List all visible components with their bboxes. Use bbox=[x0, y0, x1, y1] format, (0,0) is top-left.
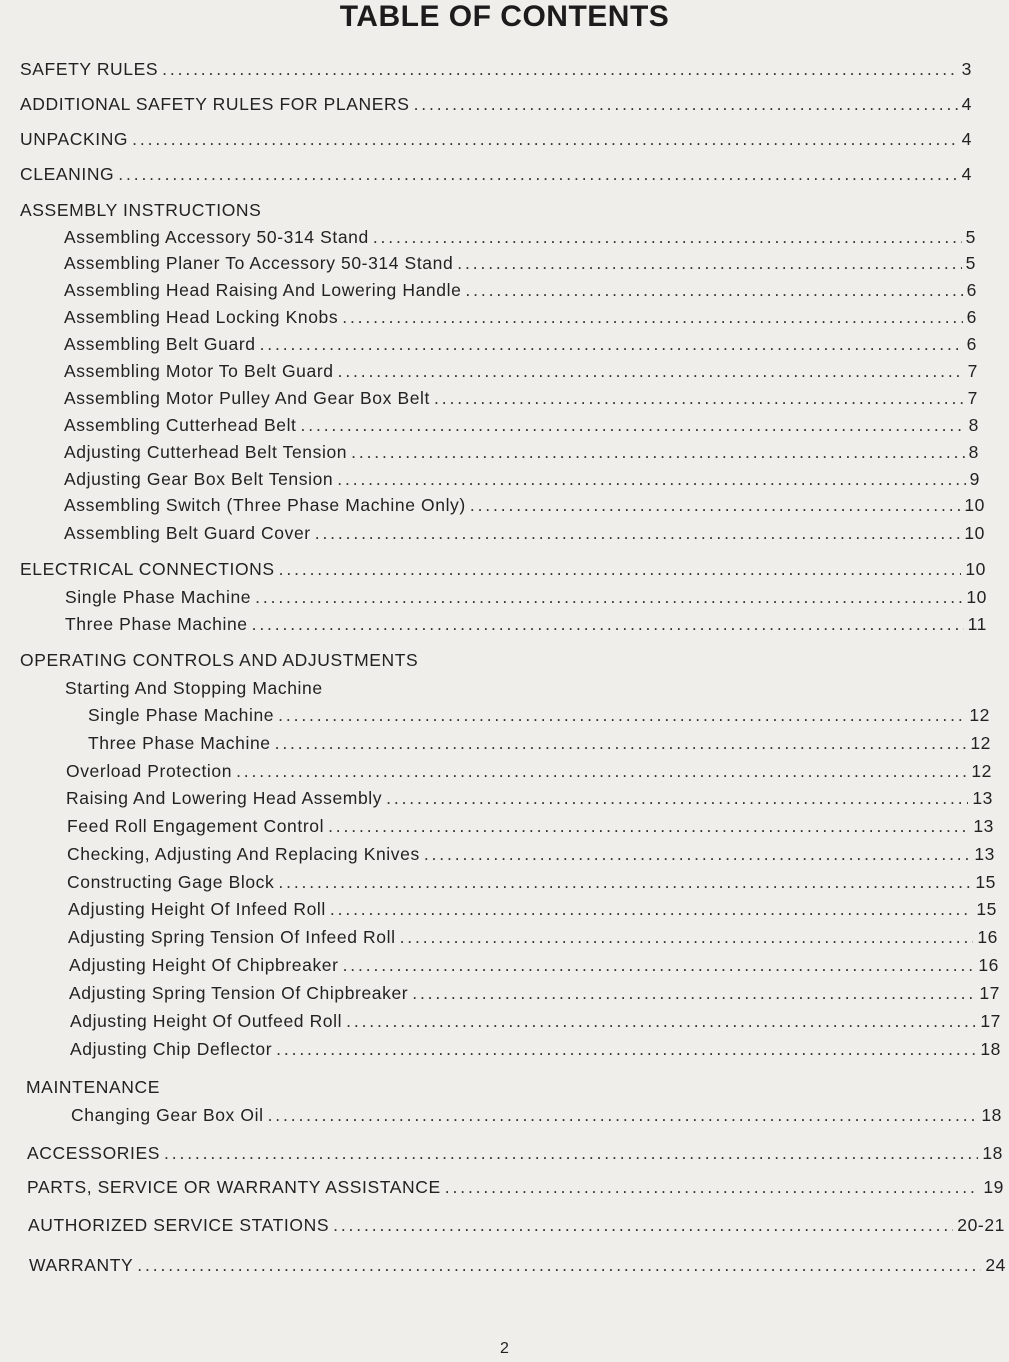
toc-entry[interactable] bbox=[68, 926, 998, 948]
toc-entry-page: 18 bbox=[981, 1105, 1002, 1125]
toc-entry-label: Adjusting Height Of Infeed Roll bbox=[68, 899, 326, 919]
toc-entry-label: Adjusting Spring Tension Of Infeed Roll bbox=[68, 927, 396, 947]
dot-leader bbox=[330, 898, 972, 920]
toc-entry-label: OPERATING CONTROLS AND ADJUSTMENTS bbox=[20, 650, 419, 670]
toc-entry[interactable] bbox=[20, 93, 972, 115]
toc-entry[interactable] bbox=[64, 494, 985, 516]
toc-entry-page: 18 bbox=[980, 1039, 1001, 1059]
toc-entry-label: Overload Protection bbox=[66, 761, 233, 781]
toc-entry[interactable] bbox=[20, 558, 986, 580]
dot-leader bbox=[414, 93, 958, 115]
dot-leader bbox=[118, 163, 957, 185]
dot-leader bbox=[278, 704, 965, 726]
toc-entry-page: 10 bbox=[965, 559, 986, 579]
toc-subsection-heading[interactable] bbox=[65, 677, 987, 699]
toc-entry[interactable] bbox=[20, 128, 972, 150]
toc-entry-label: UNPACKING bbox=[20, 129, 129, 149]
toc-entry[interactable] bbox=[70, 1010, 1001, 1032]
dot-leader bbox=[275, 732, 967, 754]
toc-entry[interactable] bbox=[27, 1176, 1004, 1198]
toc-entry-label: Assembling Head Raising And Lowering Handle bbox=[64, 280, 462, 300]
toc-entry-label: ELECTRICAL CONNECTIONS bbox=[20, 559, 275, 579]
toc-entry-page: 4 bbox=[961, 94, 972, 114]
toc-entry[interactable] bbox=[67, 843, 995, 865]
toc-section-heading[interactable] bbox=[26, 1076, 1001, 1098]
toc-entry[interactable] bbox=[65, 586, 987, 608]
dot-leader bbox=[268, 1104, 978, 1126]
toc-entry[interactable] bbox=[67, 871, 996, 893]
toc-entry-page: 13 bbox=[972, 788, 993, 808]
toc-entry-label: Assembling Motor To Belt Guard bbox=[64, 361, 334, 381]
dot-leader bbox=[333, 1214, 953, 1236]
dot-leader bbox=[373, 226, 962, 248]
toc-entry-page: 17 bbox=[979, 983, 1000, 1003]
toc-entry-page: 6 bbox=[966, 334, 977, 354]
toc-entry[interactable] bbox=[64, 522, 985, 544]
dot-leader bbox=[132, 128, 958, 150]
toc-entry-label: Constructing Gage Block bbox=[67, 872, 275, 892]
toc-entry-page: 12 bbox=[970, 733, 991, 753]
toc-entry-page: 4 bbox=[961, 164, 972, 184]
toc-entry-label: Assembling Belt Guard bbox=[64, 334, 256, 354]
dot-leader bbox=[338, 360, 964, 382]
toc-entry-label: PARTS, SERVICE OR WARRANTY ASSISTANCE bbox=[27, 1177, 441, 1197]
toc-entry-label: Assembling Belt Guard Cover bbox=[64, 523, 311, 543]
toc-entry[interactable] bbox=[64, 387, 978, 409]
toc-entry[interactable] bbox=[69, 954, 999, 976]
toc-section-heading[interactable] bbox=[20, 649, 986, 671]
toc-entry-page: 15 bbox=[975, 872, 996, 892]
toc-entry[interactable] bbox=[64, 279, 977, 301]
toc-entry-label: Adjusting Chip Deflector bbox=[70, 1039, 273, 1059]
toc-entry-page: 18 bbox=[982, 1143, 1003, 1163]
toc-entry-page: 4 bbox=[961, 129, 972, 149]
toc-entry-label: Adjusting Height Of Outfeed Roll bbox=[70, 1011, 343, 1031]
toc-entry[interactable] bbox=[64, 360, 978, 382]
toc-entry-label: Adjusting Cutterhead Belt Tension bbox=[64, 442, 348, 462]
dot-leader bbox=[162, 58, 957, 80]
toc-entry-page: 10 bbox=[966, 587, 987, 607]
toc-entry-label: Adjusting Gear Box Belt Tension bbox=[64, 469, 334, 489]
dot-leader bbox=[279, 558, 962, 580]
toc-entry[interactable] bbox=[65, 613, 987, 635]
toc-entry[interactable] bbox=[64, 226, 976, 248]
dot-leader bbox=[252, 613, 964, 635]
toc-entry-page: 5 bbox=[965, 253, 976, 273]
toc-entry-page: 13 bbox=[974, 844, 995, 864]
toc-entry-label: ADDITIONAL SAFETY RULES FOR PLANERS bbox=[20, 94, 410, 114]
toc-entry-page: 5 bbox=[965, 227, 976, 247]
dot-leader bbox=[337, 468, 965, 490]
dot-leader bbox=[276, 1038, 976, 1060]
toc-entry-page: 16 bbox=[978, 955, 999, 975]
dot-leader bbox=[137, 1254, 981, 1276]
toc-entry[interactable] bbox=[88, 732, 991, 754]
toc-entry-label: Assembling Head Locking Knobs bbox=[64, 307, 339, 327]
toc-entry-label: Adjusting Height Of Chipbreaker bbox=[69, 955, 339, 975]
toc-entry-page: 20-21 bbox=[957, 1215, 1005, 1235]
toc-entry[interactable] bbox=[64, 333, 977, 355]
dot-leader bbox=[164, 1142, 978, 1164]
toc-entry-label: AUTHORIZED SERVICE STATIONS bbox=[28, 1215, 330, 1235]
toc-entry[interactable] bbox=[64, 468, 980, 490]
toc-entry-page: 12 bbox=[971, 761, 992, 781]
page-number: 2 bbox=[500, 1340, 509, 1357]
toc-entry-page: 19 bbox=[983, 1177, 1004, 1197]
toc-entry[interactable] bbox=[69, 982, 1000, 1004]
toc-entry-label: Three Phase Machine bbox=[88, 733, 271, 753]
toc-entry-page: 9 bbox=[969, 469, 980, 489]
dot-leader bbox=[255, 586, 962, 608]
dot-leader bbox=[260, 333, 963, 355]
toc-entry[interactable] bbox=[64, 414, 979, 436]
toc-entry-label: Starting And Stopping Machine bbox=[65, 678, 323, 698]
dot-leader bbox=[386, 787, 968, 809]
dot-leader bbox=[457, 252, 961, 274]
toc-entry-page: 15 bbox=[976, 899, 997, 919]
toc-entry-label: SAFETY RULES bbox=[20, 59, 159, 79]
toc-entry-label: Feed Roll Engagement Control bbox=[67, 816, 325, 836]
toc-entry-page: 13 bbox=[973, 816, 994, 836]
toc-entry-page: 8 bbox=[968, 415, 979, 435]
dot-leader bbox=[343, 954, 975, 976]
toc-entry-label: Assembling Planer To Accessory 50-314 Stand bbox=[64, 253, 454, 273]
dot-leader bbox=[342, 306, 962, 328]
toc-entry-page: 11 bbox=[967, 614, 987, 634]
toc-entry[interactable] bbox=[28, 1214, 1005, 1236]
dot-leader bbox=[470, 494, 960, 516]
dot-leader bbox=[346, 1010, 976, 1032]
toc-entry-label: Assembling Accessory 50-314 Stand bbox=[64, 227, 369, 247]
toc-entry[interactable] bbox=[66, 787, 993, 809]
dot-leader bbox=[328, 815, 969, 837]
toc-entry-page: 7 bbox=[967, 361, 978, 381]
toc-entry[interactable] bbox=[66, 760, 992, 782]
toc-entry[interactable] bbox=[71, 1104, 1002, 1126]
dot-leader bbox=[400, 926, 974, 948]
toc-entry[interactable] bbox=[64, 252, 976, 274]
toc-entry[interactable] bbox=[64, 441, 979, 463]
toc-entry[interactable] bbox=[70, 1038, 1001, 1060]
dot-leader bbox=[465, 279, 962, 301]
toc-entry-page: 10 bbox=[964, 495, 985, 515]
dot-leader bbox=[434, 387, 964, 409]
toc-entry-label: ASSEMBLY INSTRUCTIONS bbox=[20, 200, 262, 220]
toc-entry-page: 24 bbox=[985, 1255, 1006, 1275]
toc-entry-page: 8 bbox=[968, 442, 979, 462]
dot-leader bbox=[351, 441, 965, 463]
toc-entry-label: Changing Gear Box Oil bbox=[71, 1105, 264, 1125]
toc-entry-page: 12 bbox=[969, 705, 990, 725]
toc-entry[interactable] bbox=[67, 815, 994, 837]
toc-entry[interactable] bbox=[68, 898, 997, 920]
toc-entry-label: Assembling Cutterhead Belt bbox=[64, 415, 297, 435]
toc-entry-page: 3 bbox=[961, 59, 972, 79]
toc-entry[interactable] bbox=[64, 306, 977, 328]
toc-entry-label: CLEANING bbox=[20, 164, 115, 184]
toc-entry[interactable] bbox=[20, 163, 972, 185]
toc-entry-label: Adjusting Spring Tension Of Chipbreaker bbox=[69, 983, 409, 1003]
toc-entry-label: Three Phase Machine bbox=[65, 614, 248, 634]
page-title: TABLE OF CONTENTS bbox=[339, 0, 670, 33]
dot-leader bbox=[301, 414, 965, 436]
toc-entry-page: 17 bbox=[980, 1011, 1001, 1031]
toc-entry[interactable] bbox=[27, 1142, 1003, 1164]
toc-entry-label: Raising And Lowering Head Assembly bbox=[66, 788, 383, 808]
toc-entry-page: 6 bbox=[966, 307, 977, 327]
dot-leader bbox=[424, 843, 971, 865]
dot-leader bbox=[236, 760, 967, 782]
toc-entry-label: Single Phase Machine bbox=[65, 587, 252, 607]
dot-leader bbox=[278, 871, 971, 893]
toc-entry[interactable] bbox=[88, 704, 990, 726]
dot-leader bbox=[412, 982, 975, 1004]
toc-entry-label: ACCESSORIES bbox=[27, 1143, 161, 1163]
toc-entry-label: MAINTENANCE bbox=[26, 1077, 160, 1097]
toc-entry-label: Assembling Motor Pulley And Gear Box Belt bbox=[64, 388, 431, 408]
toc-entry-page: 16 bbox=[977, 927, 998, 947]
toc-section-heading[interactable] bbox=[20, 199, 972, 221]
toc-entry-label: Checking, Adjusting And Replacing Knives bbox=[67, 844, 420, 864]
toc-entry-label: Single Phase Machine bbox=[88, 705, 275, 725]
toc-entry[interactable] bbox=[20, 58, 972, 80]
toc-entry-page: 7 bbox=[967, 388, 978, 408]
toc-entry-label: Assembling Switch (Three Phase Machine Only) bbox=[64, 495, 466, 515]
toc-entry[interactable] bbox=[29, 1254, 1006, 1276]
toc-entry-label: WARRANTY bbox=[29, 1255, 134, 1275]
toc-entry-page: 6 bbox=[966, 280, 977, 300]
dot-leader bbox=[445, 1176, 980, 1198]
dot-leader bbox=[315, 522, 961, 544]
toc-entry-page: 10 bbox=[964, 523, 985, 543]
